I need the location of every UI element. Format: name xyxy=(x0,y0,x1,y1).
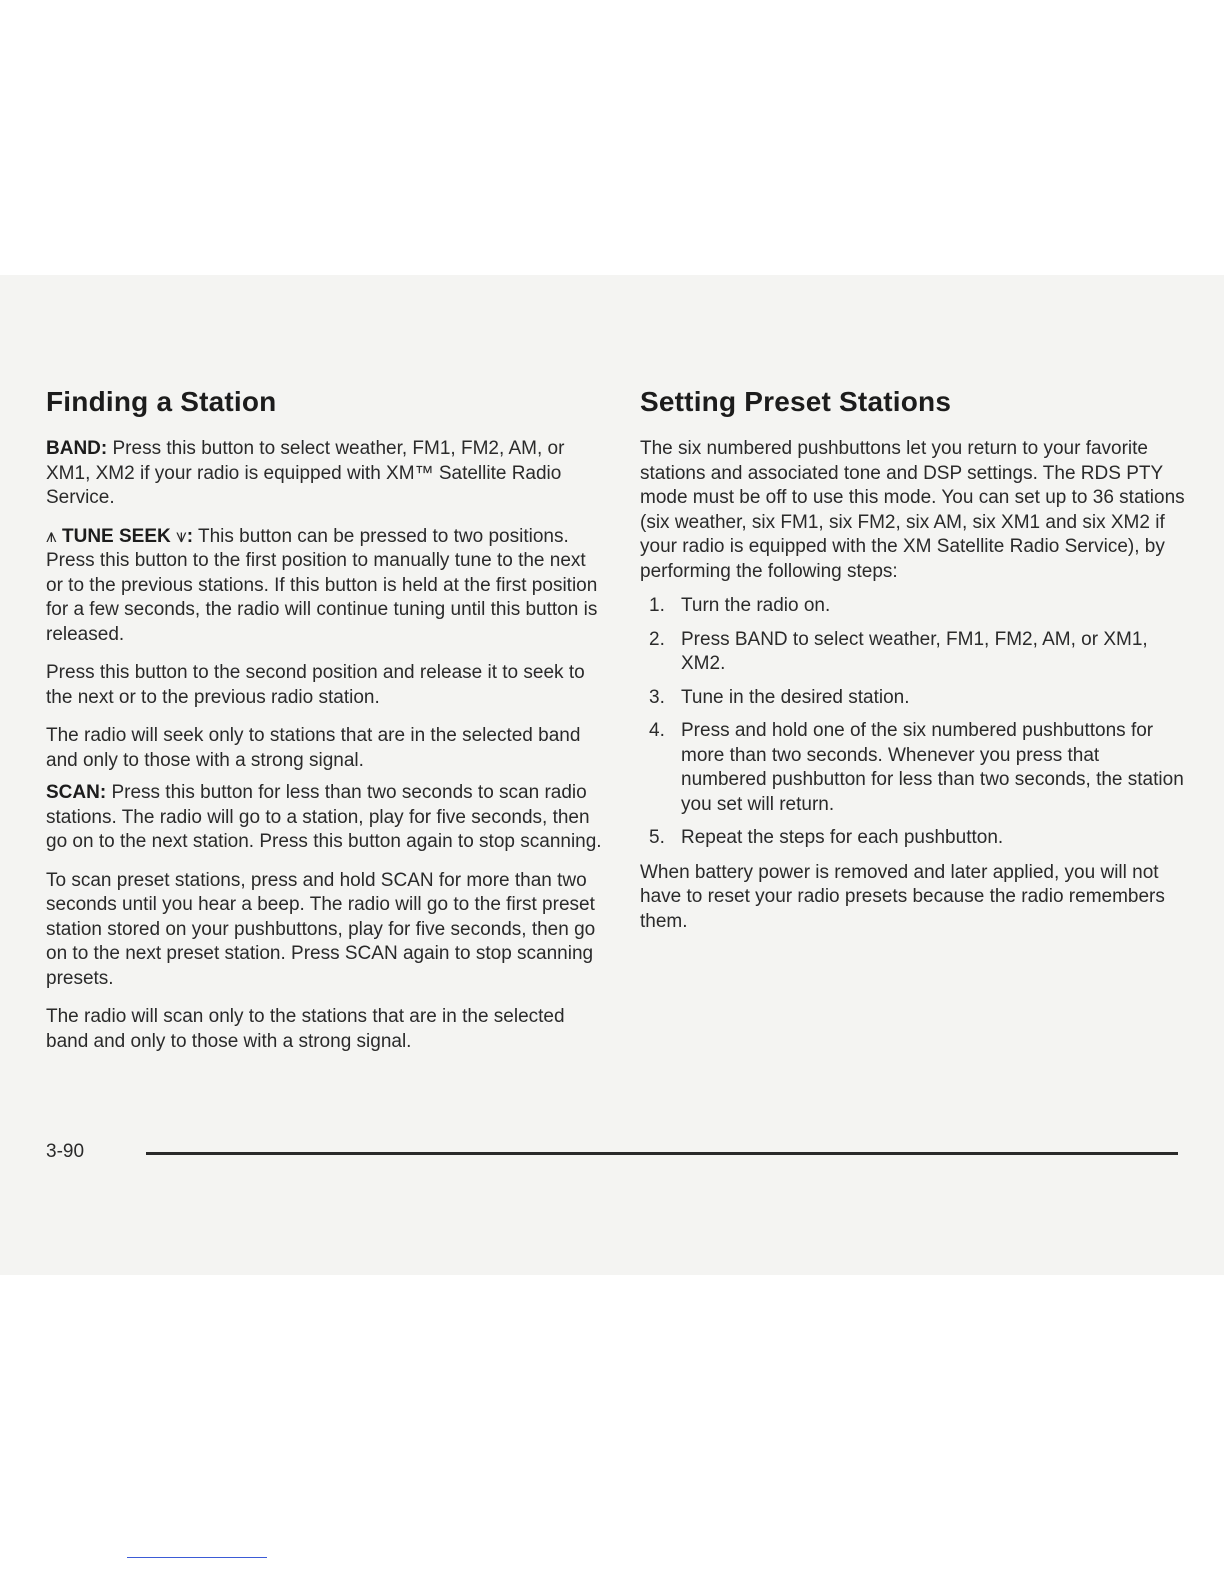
step-number: 1. xyxy=(649,595,665,616)
section-heading-preset-stations: Setting Preset Stations xyxy=(640,386,952,417)
scan-band-paragraph: The radio will scan only to the stations that are in the selected band and only to those with a strong signal. xyxy=(46,1006,565,1052)
scan-paragraph xyxy=(46,781,606,855)
tune-seek-paragraph xyxy=(46,525,606,648)
band-paragraph xyxy=(46,437,606,511)
tune-down-arrow-icon: ⩛ xyxy=(176,525,187,547)
section-heading-finding-station: Finding a Station xyxy=(46,386,277,417)
preset-steps-list xyxy=(640,594,1185,851)
scan-term: SCAN: xyxy=(46,782,107,803)
preset-closing-paragraph: When battery power is removed and later applied, you will not have to reset your radio presets because the radio remembers them. xyxy=(640,861,1165,932)
tune-seek-text: This button can be pressed to two positions. Press this button to the first position to manually tune to the next or to the previous stations. If this button is held at the first position for a few seconds, the radio will continue tuning until this button is released. xyxy=(46,525,598,645)
page-number: 3-90 xyxy=(46,1141,85,1162)
step-text: Tune in the desired station. xyxy=(681,686,910,708)
tune-up-arrow-icon: ⩚ xyxy=(46,525,57,547)
step-number: 4. xyxy=(649,720,665,741)
step-number: 3. xyxy=(649,686,665,708)
scan-preset-paragraph: To scan preset stations, press and hold SCAN for more than two seconds until you hear a beep. The radio will go to the first preset station stored on your pushbuttons, play for five seconds, then go on to the next preset station. Press SCAN again to stop scanning presets. xyxy=(46,869,596,989)
bottom-link-underline xyxy=(127,1557,267,1558)
setting-preset-stations-section xyxy=(640,385,1185,948)
footer-divider xyxy=(146,1152,1178,1155)
step-number: 2. xyxy=(649,628,665,650)
band-text: Press this button to select weather, FM1, FM2, AM, or XM1, XM2 if your radio is equipped with XM™ Satellite Radio Service. xyxy=(46,438,565,508)
tune-seek-colon: : xyxy=(186,525,194,547)
step-text: Turn the radio on. xyxy=(681,595,831,616)
scan-text: Press this button for less than two seconds to scan radio stations. The radio will go to a station, play for five seconds, then go on to the next station. Press this button again to stop scanning. xyxy=(46,782,602,852)
list-item xyxy=(640,686,1185,711)
step-text: Repeat the steps for each pushbutton. xyxy=(681,827,1004,848)
finding-a-station-section xyxy=(46,385,606,1068)
list-item xyxy=(640,719,1185,817)
seek-band-paragraph: The radio will seek only to stations that are in the selected band and only to those with a strong signal. xyxy=(46,725,581,771)
band-term: BAND: xyxy=(46,438,108,459)
step-number: 5. xyxy=(649,827,665,848)
list-item xyxy=(640,826,1185,851)
seek-paragraph: Press this button to the second position and release it to seek to the next or to the previous radio station. xyxy=(46,662,585,708)
list-item xyxy=(640,628,1185,677)
list-item xyxy=(640,594,1185,619)
tune-seek-term: TUNE SEEK xyxy=(62,525,171,547)
step-text: Press BAND to select weather, FM1, FM2, AM, or XM1, XM2. xyxy=(681,628,1148,674)
preset-intro-paragraph: The six numbered pushbuttons let you return to your favorite stations and associated tone and DSP settings. The RDS PTY mode must be off to use this mode. You can set up to 36 stations (six weather, six FM1, six FM2, six AM, six XM1 and six XM2 if your radio is equipped with the XM Satellite Radio Service), by performing the following steps: xyxy=(640,438,1185,582)
step-text: Press and hold one of the six numbered pushbuttons for more than two seconds. Whenever you press that numbered pushbutton for less than two seconds, the station you set will return. xyxy=(681,720,1184,815)
